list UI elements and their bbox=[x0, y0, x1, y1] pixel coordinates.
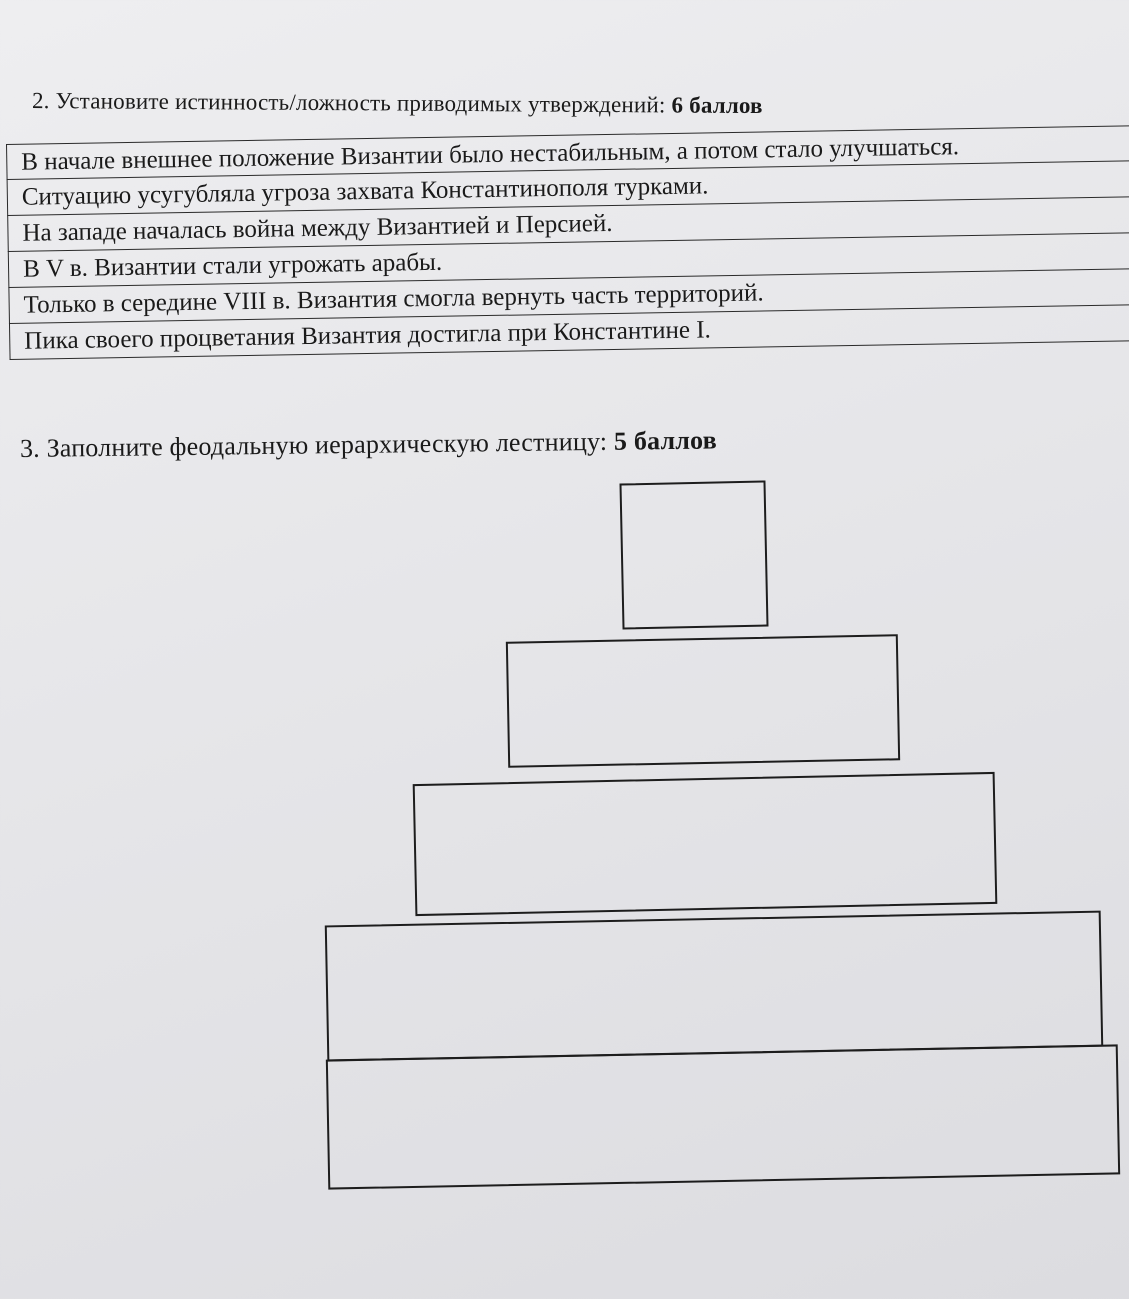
question-2-points: 6 баллов bbox=[671, 92, 763, 119]
question-3-points: 5 баллов bbox=[613, 425, 718, 456]
statement-cell[interactable]: На западе началась война между Византией и Персией. bbox=[8, 197, 1129, 252]
statements-table bbox=[6, 125, 1129, 360]
question-3-title bbox=[20, 425, 717, 464]
statement-cell[interactable]: Пика своего процветания Византия достигла при Константине I. bbox=[9, 305, 1129, 360]
statement-cell[interactable]: В V в. Византии стали угрожать арабы. bbox=[8, 233, 1129, 288]
ladder-box-level-5[interactable] bbox=[326, 1044, 1120, 1189]
statement-cell[interactable]: В начале внешнее положение Византии было нестабильным, а потом стало улучшаться. bbox=[7, 126, 1129, 180]
question-2-title bbox=[32, 88, 763, 119]
ladder-box-level-4[interactable] bbox=[325, 911, 1103, 1062]
question-3-text: 3. Заполните феодальную иерархическую лестницу: bbox=[19, 426, 615, 463]
ladder-box-level-3[interactable] bbox=[413, 772, 998, 916]
statement-cell[interactable]: Ситуацию усугубляла угроза захвата Константинополя турками. bbox=[7, 161, 1129, 216]
question-2-text: 2. Установите истинность/ложность приводимых утверждений: bbox=[31, 88, 672, 118]
statement-cell[interactable]: Только в середине VIII в. Византия смогла вернуть часть территорий. bbox=[9, 269, 1129, 324]
ladder-box-level-2[interactable] bbox=[506, 634, 900, 768]
ladder-box-level-1[interactable] bbox=[619, 480, 768, 629]
